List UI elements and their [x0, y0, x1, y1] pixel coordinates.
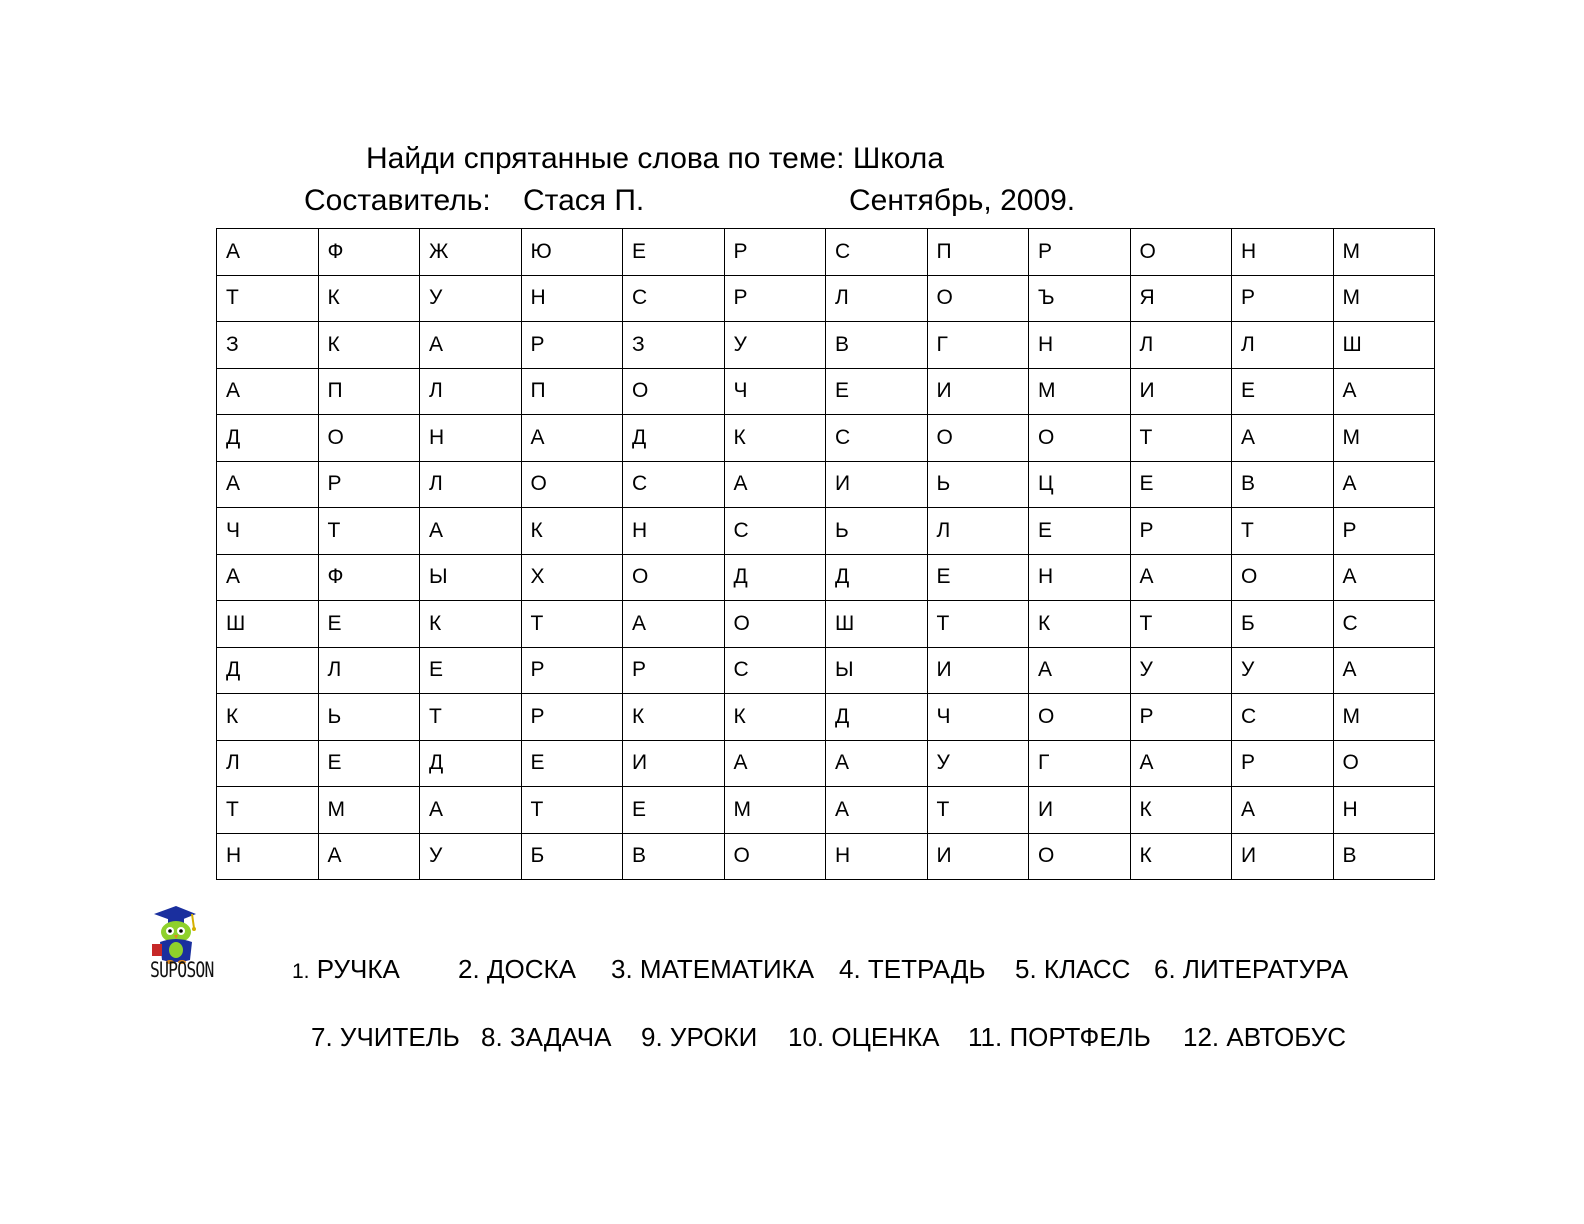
grid-cell: Ш [826, 601, 928, 648]
grid-cell: Н [1029, 322, 1131, 369]
grid-cell: И [927, 833, 1029, 880]
grid-cell: Д [826, 554, 928, 601]
grid-cell: У [420, 275, 522, 322]
grid-row [217, 554, 1435, 601]
grid-cell: К [217, 694, 319, 741]
grid-cell: Р [318, 461, 420, 508]
grid-cell: С [1333, 601, 1435, 648]
grid-cell: Е [521, 740, 623, 787]
grid-cell: Ф [318, 229, 420, 276]
grid-row [217, 461, 1435, 508]
grid-cell: Н [1232, 229, 1334, 276]
grid-cell: Т [927, 787, 1029, 834]
grid-cell: А [1333, 554, 1435, 601]
grid-cell: О [1232, 554, 1334, 601]
grid-cell: Д [217, 415, 319, 462]
grid-cell: С [1232, 694, 1334, 741]
grid-cell: А [318, 833, 420, 880]
grid-cell: Т [1232, 508, 1334, 555]
grid-cell: А [217, 229, 319, 276]
word-item: 11. ПОРТФЕЛЬ [968, 1022, 1151, 1052]
grid-cell: Ш [1333, 322, 1435, 369]
grid-cell: Л [318, 647, 420, 694]
grid-cell: С [623, 275, 725, 322]
grid-cell: Л [420, 461, 522, 508]
grid-cell: Е [623, 787, 725, 834]
word-item: 2. ДОСКА [458, 954, 577, 984]
grid-cell: Ф [318, 554, 420, 601]
grid-cell: Н [1029, 554, 1131, 601]
grid-cell: А [217, 461, 319, 508]
grid-cell: К [1029, 601, 1131, 648]
grid-cell: Е [1232, 368, 1334, 415]
grid-cell: Ж [420, 229, 522, 276]
grid-row [217, 275, 1435, 322]
grid-cell: У [420, 833, 522, 880]
word-search-grid [216, 228, 1435, 880]
grid-cell: А [826, 740, 928, 787]
grid-cell: А [1232, 787, 1334, 834]
grid-cell: О [521, 461, 623, 508]
grid-cell: Г [1029, 740, 1131, 787]
grid-cell: Е [1130, 461, 1232, 508]
grid-cell: З [623, 322, 725, 369]
date-label: Сентябрь, 2009. [849, 184, 1076, 217]
author-name: Стася П. [523, 184, 645, 217]
grid-row [217, 647, 1435, 694]
grid-cell: К [1130, 833, 1232, 880]
grid-cell: О [1029, 694, 1131, 741]
grid-cell: Д [420, 740, 522, 787]
grid-row [217, 787, 1435, 834]
grid-cell: Р [1130, 508, 1232, 555]
grid-cell: Д [217, 647, 319, 694]
grid-cell: Г [927, 322, 1029, 369]
grid-cell: О [318, 415, 420, 462]
grid-cell: Ю [521, 229, 623, 276]
grid-cell: Ь [826, 508, 928, 555]
grid-cell: Т [521, 601, 623, 648]
grid-cell: Р [724, 229, 826, 276]
grid-row [217, 601, 1435, 648]
grid-cell: Е [927, 554, 1029, 601]
grid-cell: А [1130, 554, 1232, 601]
grid-cell: А [826, 787, 928, 834]
grid-cell: А [724, 461, 826, 508]
grid-row [217, 229, 1435, 276]
grid-cell: Т [217, 787, 319, 834]
grid-cell: Ч [217, 508, 319, 555]
grid-cell: Л [927, 508, 1029, 555]
grid-cell: И [623, 740, 725, 787]
grid-cell: Н [826, 833, 928, 880]
grid-cell: В [1232, 461, 1334, 508]
grid-cell: О [623, 554, 725, 601]
grid-cell: Л [420, 368, 522, 415]
grid-cell: Е [420, 647, 522, 694]
grid-cell: В [1333, 833, 1435, 880]
grid-cell: Ы [420, 554, 522, 601]
word-item: 1. РУЧКА [292, 954, 400, 984]
grid-row [217, 368, 1435, 415]
word-item: 4. ТЕТРАДЬ [839, 954, 986, 984]
grid-cell: Ь [927, 461, 1029, 508]
word-item: 5. КЛАСС [1015, 954, 1131, 984]
grid-cell: А [521, 415, 623, 462]
grid-cell: А [420, 508, 522, 555]
grid-cell: М [1333, 229, 1435, 276]
grid-cell: Р [1232, 740, 1334, 787]
page-title: Найди спрятанные слова по теме: Школа [366, 142, 944, 175]
grid-row [217, 694, 1435, 741]
grid-cell: И [1130, 368, 1232, 415]
grid-cell: К [420, 601, 522, 648]
grid-cell: Б [521, 833, 623, 880]
grid-cell: В [826, 322, 928, 369]
grid-cell: Р [521, 322, 623, 369]
grid-cell: Н [1333, 787, 1435, 834]
word-item: 12. АВТОБУС [1183, 1022, 1347, 1052]
grid-cell: С [826, 415, 928, 462]
word-item: 10. ОЦЕНКА [788, 1022, 940, 1052]
grid-cell: Т [420, 694, 522, 741]
grid-row [217, 508, 1435, 555]
grid-cell: П [318, 368, 420, 415]
grid-cell: И [1232, 833, 1334, 880]
grid-cell: О [1333, 740, 1435, 787]
grid-cell: Е [318, 601, 420, 648]
grid-cell: И [826, 461, 928, 508]
grid-cell: В [623, 833, 725, 880]
grid-cell: О [927, 275, 1029, 322]
grid-cell: М [1333, 694, 1435, 741]
grid-cell: Р [521, 647, 623, 694]
grid-cell: О [724, 833, 826, 880]
grid-cell: Л [1130, 322, 1232, 369]
grid-cell: С [826, 229, 928, 276]
word-item: 7. УЧИТЕЛЬ [311, 1022, 460, 1052]
word-item: 3. МАТЕМАТИКА [611, 954, 815, 984]
grid-cell: О [1029, 415, 1131, 462]
grid-cell: Т [217, 275, 319, 322]
word-item: 6. ЛИТЕРАТУРА [1154, 954, 1349, 984]
word-item: 9. УРОКИ [641, 1022, 758, 1052]
grid-cell: Р [623, 647, 725, 694]
grid-cell: Р [724, 275, 826, 322]
grid-row [217, 833, 1435, 880]
grid-cell: Ш [217, 601, 319, 648]
grid-cell: М [724, 787, 826, 834]
grid-cell: К [724, 694, 826, 741]
grid-cell: А [420, 322, 522, 369]
grid-cell: У [1232, 647, 1334, 694]
grid-cell: Ъ [1029, 275, 1131, 322]
grid-cell: И [1029, 787, 1131, 834]
grid-cell: Д [724, 554, 826, 601]
grid-cell: Б [1232, 601, 1334, 648]
grid-cell: А [1333, 461, 1435, 508]
grid-cell: Р [1029, 229, 1131, 276]
grid-cell: У [724, 322, 826, 369]
grid-cell: С [623, 461, 725, 508]
grid-cell: Т [318, 508, 420, 555]
grid-cell: К [318, 322, 420, 369]
logo-text: SUPOSON [150, 958, 214, 982]
grid-cell: Е [1029, 508, 1131, 555]
grid-cell: П [521, 368, 623, 415]
grid-cell: И [927, 647, 1029, 694]
grid-cell: Т [1130, 601, 1232, 648]
grid-cell: Х [521, 554, 623, 601]
grid-cell: Е [826, 368, 928, 415]
grid-cell: Д [826, 694, 928, 741]
grid-cell: С [724, 508, 826, 555]
grid-cell: А [217, 554, 319, 601]
grid-cell: Д [623, 415, 725, 462]
grid-cell: М [318, 787, 420, 834]
grid-cell: Н [521, 275, 623, 322]
grid-cell: А [1333, 368, 1435, 415]
grid-cell: М [1333, 415, 1435, 462]
grid-cell: П [927, 229, 1029, 276]
grid-row [217, 740, 1435, 787]
grid-cell: А [420, 787, 522, 834]
grid-cell: Р [1232, 275, 1334, 322]
grid-cell: А [1130, 740, 1232, 787]
grid-cell: А [217, 368, 319, 415]
grid-cell: Н [420, 415, 522, 462]
grid-cell: Р [1130, 694, 1232, 741]
grid-cell: К [521, 508, 623, 555]
grid-cell: Ы [826, 647, 928, 694]
grid-cell: И [927, 368, 1029, 415]
grid-cell: Ц [1029, 461, 1131, 508]
grid-cell: З [217, 322, 319, 369]
grid-cell: У [927, 740, 1029, 787]
grid-cell: Т [521, 787, 623, 834]
grid-cell: Т [1130, 415, 1232, 462]
grid-cell: Н [217, 833, 319, 880]
grid-cell: Е [318, 740, 420, 787]
grid-cell: А [724, 740, 826, 787]
grid-cell: Л [826, 275, 928, 322]
grid-cell: О [1029, 833, 1131, 880]
grid-cell: А [1029, 647, 1131, 694]
grid-cell: А [1333, 647, 1435, 694]
grid-row [217, 415, 1435, 462]
grid-cell: Ч [927, 694, 1029, 741]
grid-cell: С [724, 647, 826, 694]
word-item: 8. ЗАДАЧА [481, 1022, 612, 1052]
grid-cell: К [1130, 787, 1232, 834]
grid-cell: М [1029, 368, 1131, 415]
grid-cell: К [623, 694, 725, 741]
author-label: Составитель: [304, 184, 491, 217]
grid-cell: А [623, 601, 725, 648]
grid-cell: А [1232, 415, 1334, 462]
grid-cell: О [927, 415, 1029, 462]
grid-row [217, 322, 1435, 369]
grid-cell: Ч [724, 368, 826, 415]
grid-cell: М [1333, 275, 1435, 322]
grid-cell: Т [927, 601, 1029, 648]
grid-cell: О [623, 368, 725, 415]
grid-cell: К [724, 415, 826, 462]
grid-cell: Я [1130, 275, 1232, 322]
grid-cell: Л [1232, 322, 1334, 369]
grid-cell: Л [217, 740, 319, 787]
grid-cell: У [1130, 647, 1232, 694]
grid-cell: О [1130, 229, 1232, 276]
grid-cell: Ь [318, 694, 420, 741]
grid-cell: Р [521, 694, 623, 741]
grid-cell: Р [1333, 508, 1435, 555]
grid-cell: О [724, 601, 826, 648]
grid-cell: К [318, 275, 420, 322]
grid-cell: Е [623, 229, 725, 276]
grid-cell: Н [623, 508, 725, 555]
